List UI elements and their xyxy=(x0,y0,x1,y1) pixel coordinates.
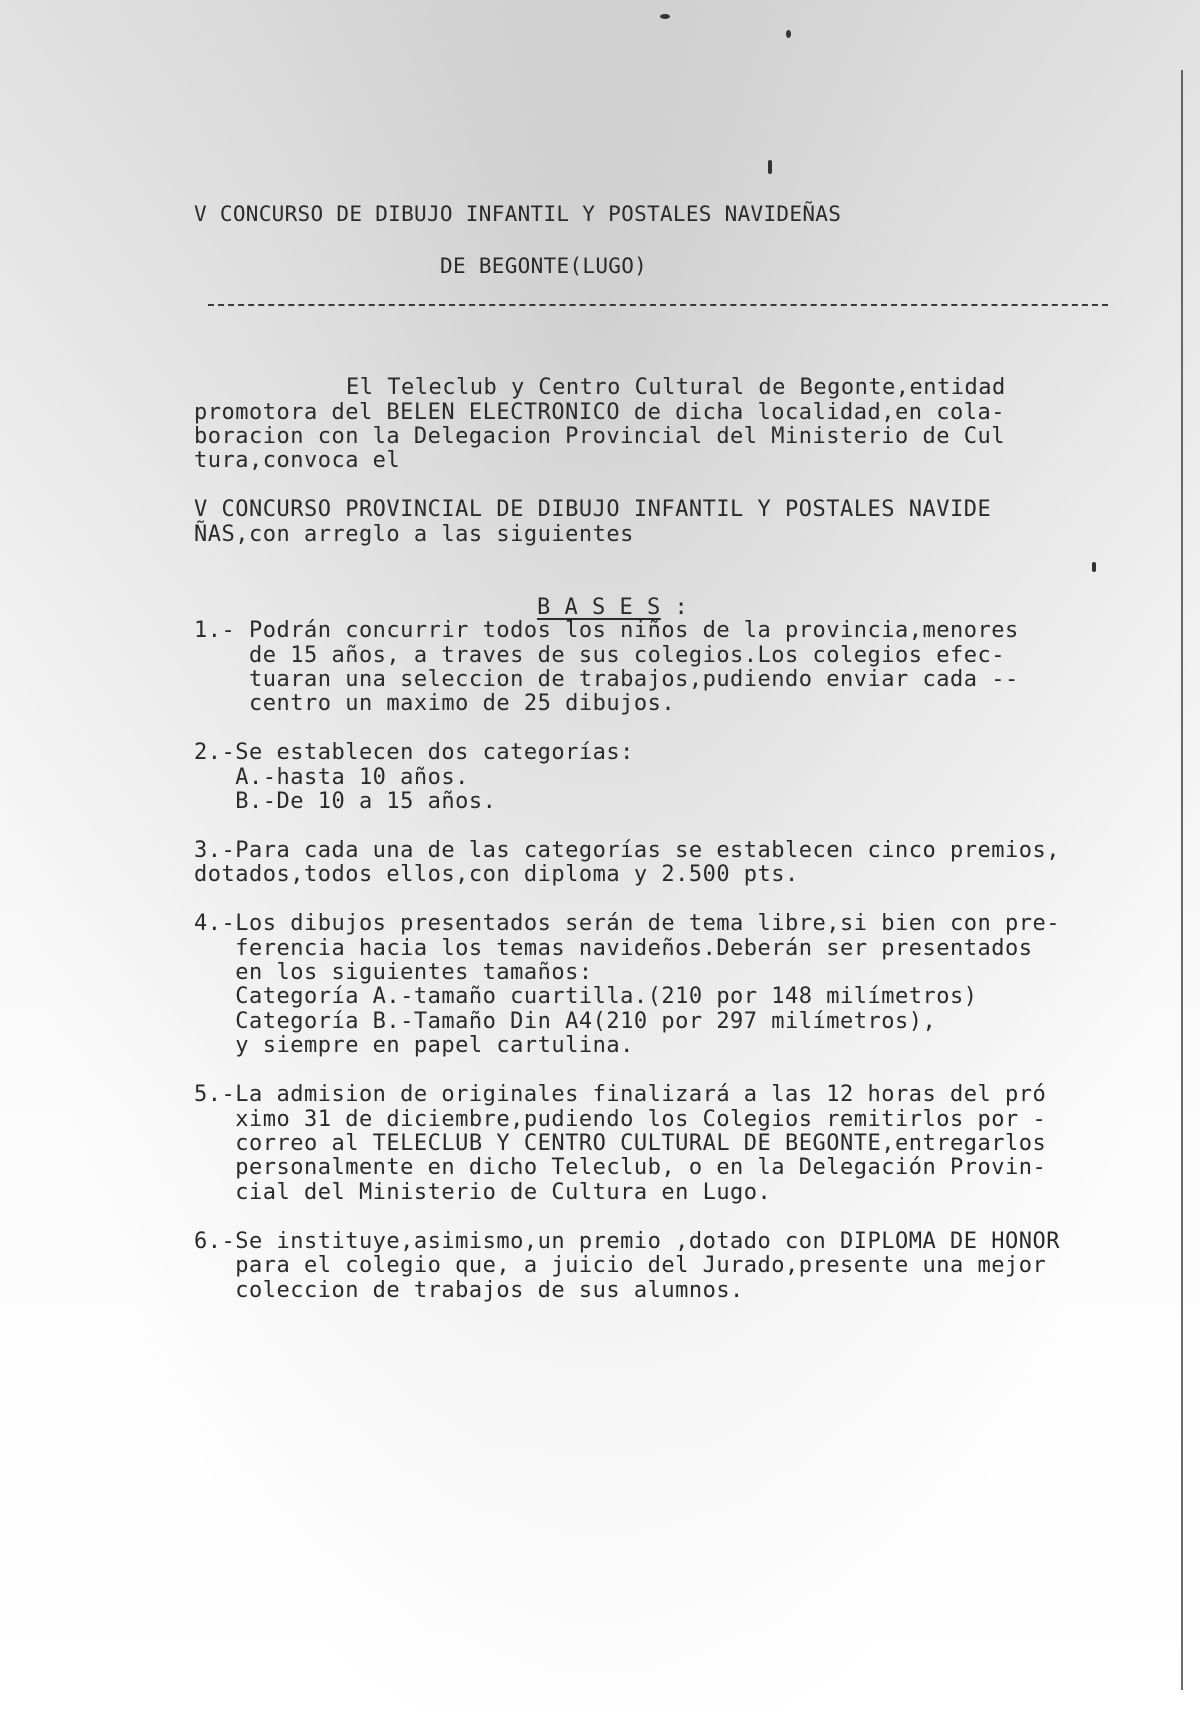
base-4-line: ferencia hacia los temas navideños.Deberán ser presentados xyxy=(194,936,1033,961)
page-edge-line xyxy=(1181,70,1183,1690)
base-3-line: 3.-Para cada una de las categorías se establecen cinco premios, xyxy=(194,838,1060,863)
base-3-line: dotados,todos ellos,con diploma y 2.500 pts. xyxy=(194,862,799,887)
bases-heading-suffix xyxy=(661,595,675,620)
base-5-line: 5.-La admision de originales finalizará a las 12 horas del pró xyxy=(194,1082,1047,1107)
base-6-line: para el colegio que, a juicio del Jurado,presente una mejor xyxy=(194,1253,1047,1278)
base-2-line: 2.-Se establecen dos categorías: xyxy=(194,740,634,765)
contest-name-line: ÑAS,con arreglo a las siguientes xyxy=(194,522,634,547)
base-6-line: 6.-Se instituye,asimismo,un premio ,dotado con DIPLOMA DE HONOR xyxy=(194,1229,1060,1254)
base-4-line: Categoría B.-Tamaño Din A4(210 por 297 milímetros), xyxy=(194,1009,937,1034)
scan-speck xyxy=(660,14,670,19)
scan-speck xyxy=(1092,562,1096,572)
intro-line: boracion con la Delegacion Provincial del Ministerio de Cul xyxy=(194,424,1005,449)
base-1-line: centro un maximo de 25 dibujos. xyxy=(194,691,676,716)
base-5-line: personalmente en dicho Teleclub, o en la Delegación Provin- xyxy=(194,1155,1047,1180)
intro-line: tura,convoca el xyxy=(194,448,401,473)
base-5-line: cial del Ministerio de Cultura en Lugo. xyxy=(194,1180,772,1205)
base-4-line: y siempre en papel cartulina. xyxy=(194,1033,634,1058)
base-4-line: 4.-Los dibujos presentados serán de tema libre,si bien con pre- xyxy=(194,911,1060,936)
scan-speck xyxy=(768,160,772,174)
intro-line: promotora del BELEN ELECTRONICO de dicha localidad,en cola- xyxy=(194,400,1005,425)
contest-name-line: V CONCURSO PROVINCIAL DE DIBUJO INFANTIL Y POSTALES NAVIDE xyxy=(194,497,992,522)
base-1-line: tuaran una seleccion de trabajos,pudiendo enviar cada -- xyxy=(194,667,1019,692)
base-6-line: coleccion de trabajos de sus alumnos. xyxy=(194,1278,744,1303)
base-1-line: 1.- Podrán concurrir todos los niños de la provincia,menores xyxy=(194,618,1019,643)
intro-line: El Teleclub y Centro Cultural de Begonte,entidad xyxy=(346,375,1006,400)
base-4-line: Categoría A.-tamaño cuartilla.(210 por 148 milímetros) xyxy=(194,984,978,1009)
base-2-line: A.-hasta 10 años. xyxy=(194,765,469,790)
base-2-line: B.-De 10 a 15 años. xyxy=(194,789,497,814)
base-4-line: en los siguientes tamaños: xyxy=(194,960,593,985)
base-5-line: ximo 31 de diciembre,pudiendo los Colegios remitirlos por - xyxy=(194,1107,1047,1132)
bases-heading-text: B A S E S xyxy=(536,595,661,620)
title-divider xyxy=(208,304,1108,306)
base-1-line: de 15 años, a traves de sus colegios.Los colegios efec- xyxy=(194,643,1005,668)
bases-heading-colon: : xyxy=(674,595,689,620)
base-5-line: correo al TELECLUB Y CENTRO CULTURAL DE BEGONTE,entregarlos xyxy=(194,1131,1047,1156)
document-title-line-1: V CONCURSO DE DIBUJO INFANTIL Y POSTALES NAVIDEÑAS xyxy=(194,202,842,226)
scan-speck xyxy=(786,30,791,38)
document-title-line-2: DE BEGONTE(LUGO) xyxy=(440,254,648,278)
